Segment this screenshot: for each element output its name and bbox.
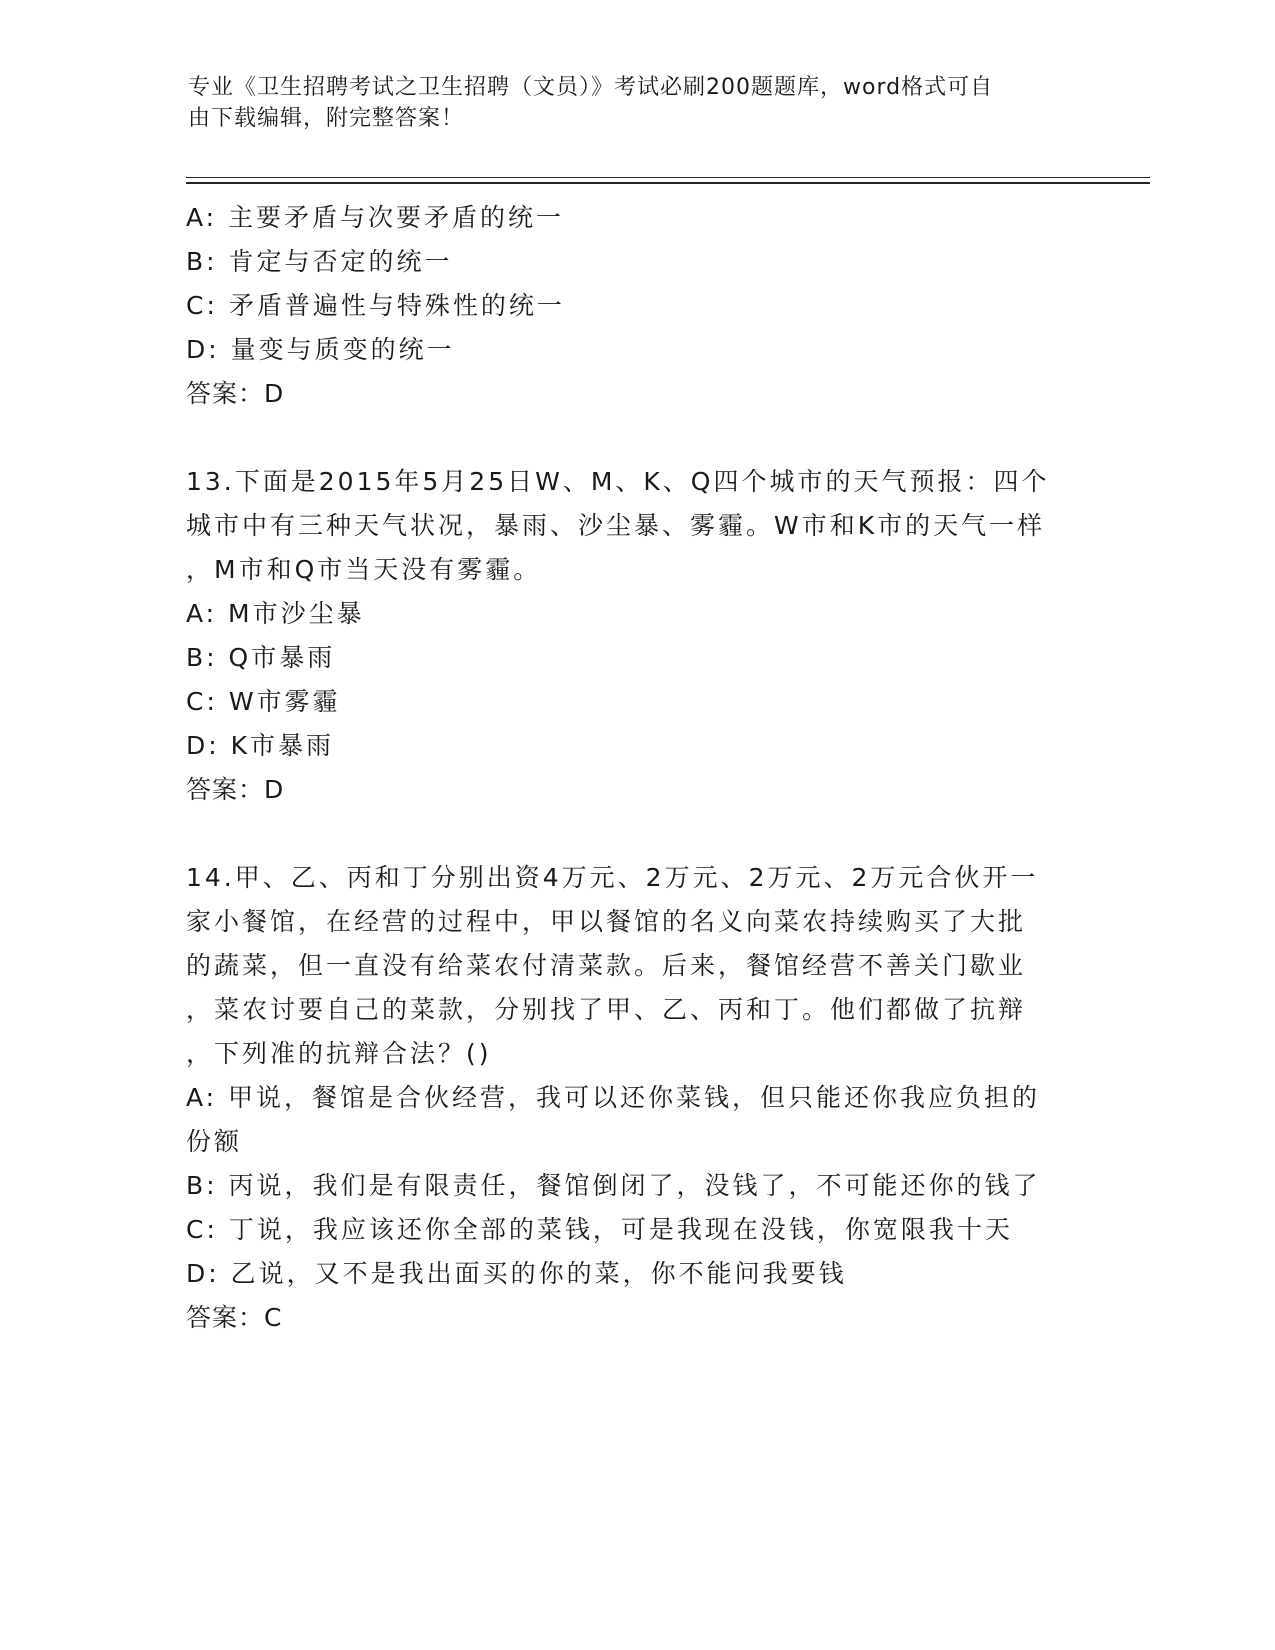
q14-stem-line-3: 的蔬菜，但一直没有给菜农付清菜款。后来，餐馆经营不善关门歇业 [186,951,1027,980]
q14-stem-line-2: 家小餐馆，在经营的过程中，甲以餐馆的名义向菜农持续购买了大批 [186,907,1027,936]
q14-answer: 答案：C [186,1303,283,1332]
q14-option-d: D: 乙说，又不是我出面买的你的菜，你不能问我要钱 [186,1259,847,1288]
q12-option-c: C: 矛盾普遍性与特殊性的统一 [186,291,565,320]
header-line-2: 由下载编辑，附完整答案！ [188,106,465,131]
q14-stem-line-5: ，下列准的抗辩合法？() [186,1039,492,1068]
q12-option-d: D: 量变与质变的统一 [186,335,455,364]
q14-stem-line-1: 14.甲、乙、丙和丁分别出资4万元、2万元、2万元、2万元合伙开一 [186,863,1039,892]
q14-stem-line-4: ，菜农讨要自己的菜款，分别找了甲、乙、丙和丁。他们都做了抗辩 [186,995,1027,1024]
header-rule-thick [186,182,1150,184]
q12-answer: 答案：D [186,379,285,408]
header-rule-thin [186,177,1150,178]
q13-stem-line-3: ，M市和Q市当天没有雾霾。 [186,555,542,584]
page-header [188,72,1068,134]
q13-option-d: D: K市暴雨 [186,731,335,760]
q12-option-b: B: 肯定与否定的统一 [186,247,453,276]
q13-option-b: B: Q市暴雨 [186,643,336,672]
q13-stem-line-1: 13.下面是2015年5月25日W、M、K、Q四个城市的天气预报：四个 [186,467,1050,496]
header-line-1: 专业《卫生招聘考试之卫生招聘（文员）》考试必刷200题题库，word格式可自 [188,75,994,100]
q14-option-a: A: 甲说，餐馆是合伙经营，我可以还你菜钱，但只能还你我应负担的 [186,1083,1041,1112]
q12-option-a: A: 主要矛盾与次要矛盾的统一 [186,203,565,232]
q14-option-b: B: 丙说，我们是有限责任，餐馆倒闭了，没钱了，不可能还你的钱了 [186,1171,1041,1200]
q13-option-c: C: W市雾霾 [186,687,341,716]
q13-answer: 答案：D [186,775,285,804]
q13-stem-line-2: 城市中有三种天气状况，暴雨、沙尘暴、雾霾。W市和K市的天气一样 [186,511,1046,540]
q14-option-a-cont: 份额 [186,1127,243,1156]
q14-option-c: C: 丁说，我应该还你全部的菜钱，可是我现在没钱，你宽限我十天 [186,1215,1013,1244]
q13-option-a: A: M市沙尘暴 [186,599,365,628]
